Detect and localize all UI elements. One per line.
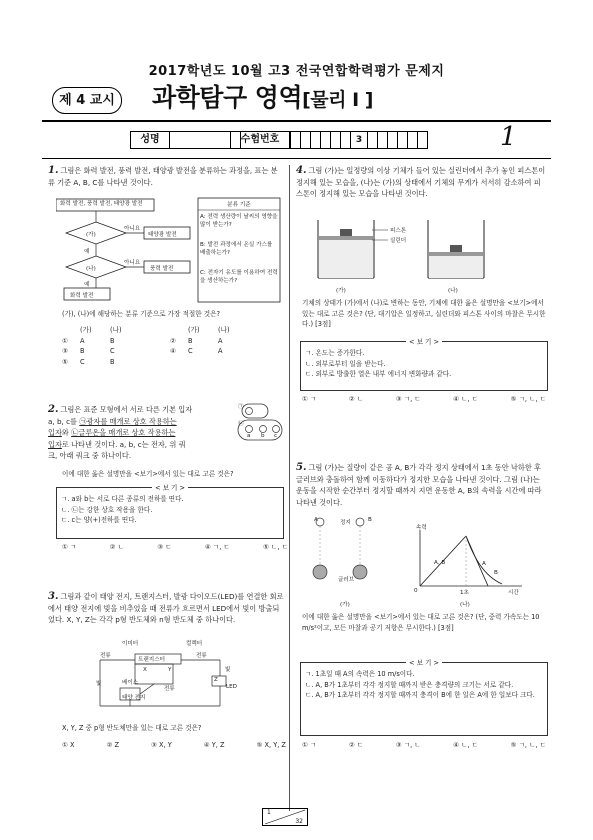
q4-text: 그림 (가)는 일정량의 이상 기체가 들어 있는 실린더에서 추가 놓인 피스톤이 정지해 있는 모습을, (나)는 (가)의 상태에서 기체의 무게가 서서히 감소하여 피스톤이 정지해 있는 모습을 나타낸 것이다. [296,166,546,198]
q1-criterion-c: C: 전자기 유도를 이용하여 전력을 생산하는가? [200,270,278,284]
q2-options [62,542,288,553]
q5-ask: 이에 대한 옳은 설명만을 <보기>에서 있는 대로 고른 것은? (단, 중력 가속도는 10 m/s²이고, 모든 마찰과 공기 저항은 무시한다.) [3점] [302,613,540,632]
q1-out-wind: 풍력 발전 [150,266,174,272]
q1-option-1-a: A [80,336,85,345]
q4-bogi-box [300,338,548,391]
q2-line-2b: ㉠광자를 매개로 상호 작용하는 [79,416,177,426]
q3-option-1[interactable]: ① X [62,741,75,749]
q2-bogi-2: ㄴ. ㉡는 강한 상호 작용을 한다. [61,505,153,514]
exam-title: 2017학년도 10월 고3 전국연합학력평가 문제지 [148,64,445,79]
q5-speed-graph [414,528,526,592]
q3-y: Y [168,667,172,673]
q4-options [302,394,546,405]
q1-ask: (가), (나)에 해당하는 분류 기준으로 가장 적절한 것은? [62,310,220,318]
q5-stop-label: 정지 [340,520,351,526]
q4-bogi-3: ㄷ. 외부로 방출한 열은 내부 에너지 변화량과 같다. [305,370,452,378]
column-separator [289,165,290,811]
q2-option-4[interactable]: ④ ㄱ, ㄷ [204,543,230,551]
q5-ab-label: A, B [434,560,446,566]
q1-criterion-b: B: 발전 과정에서 온실 가스를 배출하는가? [200,242,273,256]
q1-out-fire: 화력 발전 [70,293,94,299]
exam-number-digit: 3 [350,132,367,148]
q5-caption-na: (나) [460,602,470,608]
q1-flow-top: 화력 발전, 풍력 발전, 태양광 발전 [60,201,143,207]
q2-line-3a: 입자 [48,428,62,437]
name-label: 성명 [131,132,170,148]
exam-number-field[interactable] [230,131,428,149]
q2-line-5: 크, 아래 쿼크 중 하나이다. [48,451,132,460]
q2-label-b: b [261,433,265,439]
q1-na: (나) [86,266,96,272]
q2-number: 2. [48,404,59,415]
q3-light-2: 빛 [96,681,102,687]
q4-bogi-2: ㄴ. 외부로부터 일을 받는다. [305,359,386,368]
q3-number: 3. [48,591,59,602]
q5-option-5[interactable]: ⑤ ㄱ, ㄴ, ㄷ [510,741,546,749]
q3-light-1: 빛 [225,667,231,673]
q1-option-4-num[interactable]: ④ [170,347,176,355]
q1-option-1-b: B [110,336,115,345]
q1-option-2-b: A [218,336,223,345]
header-rule [42,120,551,122]
q3-ask: X, Y, Z 중 p형 반도체만을 있는 대로 고른 것은? [62,724,202,732]
q5-ball-a: A [314,517,318,523]
q3-option-2[interactable]: ② Z [106,741,120,749]
q5-option-3[interactable]: ③ ㄱ, ㄴ [395,741,421,749]
q1-option-5-num[interactable]: ⑤ [62,357,68,366]
q1-no2: 아니요 [124,260,141,266]
q5-bogi-title: < 보 기 > [406,659,442,667]
q5-options [302,740,546,751]
q5-bogi-head [301,657,547,667]
q1-col-ga-2: (가) [188,326,200,334]
header-bottom-rule [42,158,551,159]
q5-curve-b: B [494,570,498,576]
q4-option-3[interactable]: ③ ㄱ, ㄷ [395,395,421,403]
q1-out-solar: 태양광 발전 [148,232,177,238]
question-3 [48,591,284,626]
q1-criteria-title: 분류 기준 [227,202,251,208]
q3-led: LED [226,684,237,690]
q1-no1: 아니요 [124,226,141,232]
q4-caption-ga: (가) [336,288,346,294]
q5-bogi-box [300,659,548,736]
subject-sub: [물리 I ] [302,89,373,111]
q2-option-5[interactable]: ⑤ ㄴ, ㄷ [263,543,288,551]
q4-number: 4. [296,165,307,176]
q2-ask: 이에 대한 옳은 설명만을 <보기>에서 있는 대로 고른 것은? [62,470,234,478]
q2-bogi-1: ㄱ. a와 b는 서로 다른 종류의 전하를 띤다. [61,495,184,503]
q3-current-1: 전류 [100,653,111,659]
q2-mark-2: ㉡ [238,421,244,427]
q1-option-2-num[interactable]: ② [170,336,176,345]
q1-col-ga: (가) [80,326,92,334]
q2-bogi-box [56,484,284,539]
q1-option-4-b: A [218,347,223,355]
q5-ball-glove-diagram [306,514,406,590]
page-number: 1 [500,122,517,152]
q2-bogi-title: < 보 기 > [152,484,188,492]
question-1 [48,165,284,188]
q1-options [62,325,292,367]
q4-cylinder-diagram [312,218,518,282]
q3-x: X [143,667,147,673]
q1-option-2-a: B [188,336,193,345]
q4-piston: 피스톤 [390,228,407,234]
q5-caption-ga: (가) [340,602,350,608]
q1-number: 1. [48,165,59,176]
q3-option-5[interactable]: ⑤ X, Y, Z [256,741,286,749]
q5-bogi-3: ㄷ. A, B가 1초부터 각각 정지할 때까지 충격이 B에 한 일은 A에 한 일보다 크다. [305,691,535,699]
exam-number-cells[interactable] [290,132,427,148]
q4-cylinder: 실린더 [390,238,407,244]
q5-option-1[interactable]: ① ㄱ [302,741,317,749]
q1-option-1-num[interactable]: ① [62,336,68,345]
exam-number-label: 수험번호 [231,132,290,148]
q2-line-4a: 입자 [48,439,62,449]
q1-option-3-a: B [80,347,85,355]
q3-collector: 컬렉터 [186,641,203,647]
q1-option-3-b: C [110,347,115,355]
q5-bogi-1: ㄱ. 1초일 때 A의 속력은 10 m/s이다. [305,670,415,678]
q5-origin: 0 [414,588,418,594]
q5-ball-b: B [368,517,372,523]
q1-col-na: (나) [110,326,122,334]
subject-title [152,78,373,114]
q2-line-1: 그림은 표준 모형에서 서로 다른 기본 입자 [60,405,193,414]
question-2 [48,404,234,462]
q1-text: 그림은 화력 발전, 풍력 발전, 태양광 발전을 분류하는 과정을, 표는 분류 기준 A, B, C를 나타낸 것이다. [48,166,278,187]
q5-time-axis: 시간 [508,590,519,596]
q3-current-2: 전류 [196,653,207,659]
q3-options [62,740,286,751]
page-footer [262,808,308,826]
footer-total: 32 [295,818,303,825]
q5-glove-label: 글러브 [338,577,355,583]
q3-transistor: 트랜지스터 [138,657,166,663]
q1-col-na-2: (나) [218,326,230,334]
question-4 [296,165,546,200]
q2-bogi-3: ㄷ. c는 양(+)전하를 띤다. [61,516,137,524]
q5-t1: 1초 [460,590,469,596]
q2-line-4b: 로 나타낸 것이다. a, b, c는 전자, 위 쿼 [61,439,186,449]
q2-mark-1: ㉠ [238,404,244,410]
q2-label-c: c [274,433,278,439]
q2-label-a: a [247,433,251,439]
name-field[interactable] [130,131,241,149]
q3-z: Z [214,677,218,683]
q1-criterion-a: A: 전력 생산량이 날씨의 영향을 많이 받는가? [200,214,278,228]
q2-line-3c: ㉡글루온을 매개로 상호 작용하는 [71,428,176,437]
q5-speed-axis: 속력 [416,525,427,531]
q4-option-1[interactable]: ① ㄱ [302,395,317,403]
q5-number: 5. [296,462,307,473]
q4-bogi-1: ㄱ. 온도는 증가한다. [305,349,365,357]
q2-line-3b: 와 [61,428,72,437]
subject-main: 과학탐구 영역 [152,83,303,112]
q4-option-4[interactable]: ④ ㄴ, ㄷ [453,395,479,403]
q2-line-2a: a, b, c를 [48,416,80,426]
q2-bogi-head [57,482,283,492]
q5-text: 그림 (가)는 질량이 같은 공 A, B가 각각 정지 상태에서 1초 동안 낙하한 후 글러브와 충돌하여 함께 이동하다가 정지한 모습을 나타낸 것이다. 그림 (나)는 운동을 시작한 순간부터 정지할 때까지 지면 운동한 A, B의 속력을 시간에 따라 나타낸 것이다. [296,463,542,507]
q5-option-2[interactable]: ② ㄷ [348,741,364,749]
q1-ga: (가) [86,232,96,238]
q4-bogi-head [301,336,547,346]
q5-option-4[interactable]: ④ ㄴ, ㄷ [453,741,479,749]
q1-option-4-a: C [188,347,193,355]
q5-bogi-2: ㄴ. A, B가 1초부터 각각 정지할 때까지 받은 충격량의 크기는 서로 같다. [305,680,514,689]
q3-current-3: 전류 [164,686,175,692]
period-badge: 제 4 교시 [52,87,122,114]
q3-base: 베이스 [122,680,139,686]
q3-option-4[interactable]: ④ Y, Z [203,741,225,749]
q4-caption-na: (나) [448,288,458,294]
q3-text: 그림과 같이 태양 전지, 트랜지스터, 발광 다이오드(LED)를 연결한 회로에서 태양 전지에 빛을 비추었을 때 전류가 흐르면서 LED에서 빛이 방출되었다. X, Y, Z는 각각 p형 반도체와 n형 반도체 중 하나이다. [48,592,284,624]
q3-solar: 태양 전지 [122,695,146,701]
question-5 [296,462,546,508]
q2-option-3[interactable]: ③ ㄷ [157,543,172,551]
footer-page: 1 [267,809,271,816]
q1-yes2: 예 [84,282,90,288]
q3-emitter: 이미터 [122,641,139,647]
q4-option-2[interactable]: ② ㄴ [348,395,364,403]
q4-bogi-title: < 보 기 > [406,338,442,346]
q3-option-3[interactable]: ③ X, Y [151,741,172,749]
q5-curve-a: A [482,561,486,567]
q2-option-1[interactable]: ① ㄱ [62,543,77,551]
q1-option-5-a: C [80,357,85,366]
q1-option-3-num[interactable]: ③ [62,347,68,355]
q2-option-2[interactable]: ② ㄴ [109,543,124,551]
q4-ask: 기체의 상태가 (가)에서 (나)로 변하는 동안, 기체에 대한 옳은 설명만을 <보기>에서 있는 대로 고른 것은? (단, 대기압은 일정하고, 실린더와 피스톤 사이의 마찰은 무시한다.) [3점] [302,299,546,328]
q4-option-5[interactable]: ⑤ ㄱ, ㄴ, ㄷ [510,395,546,403]
q1-option-5-b: B [110,357,115,366]
q1-yes1: 예 [84,249,90,255]
